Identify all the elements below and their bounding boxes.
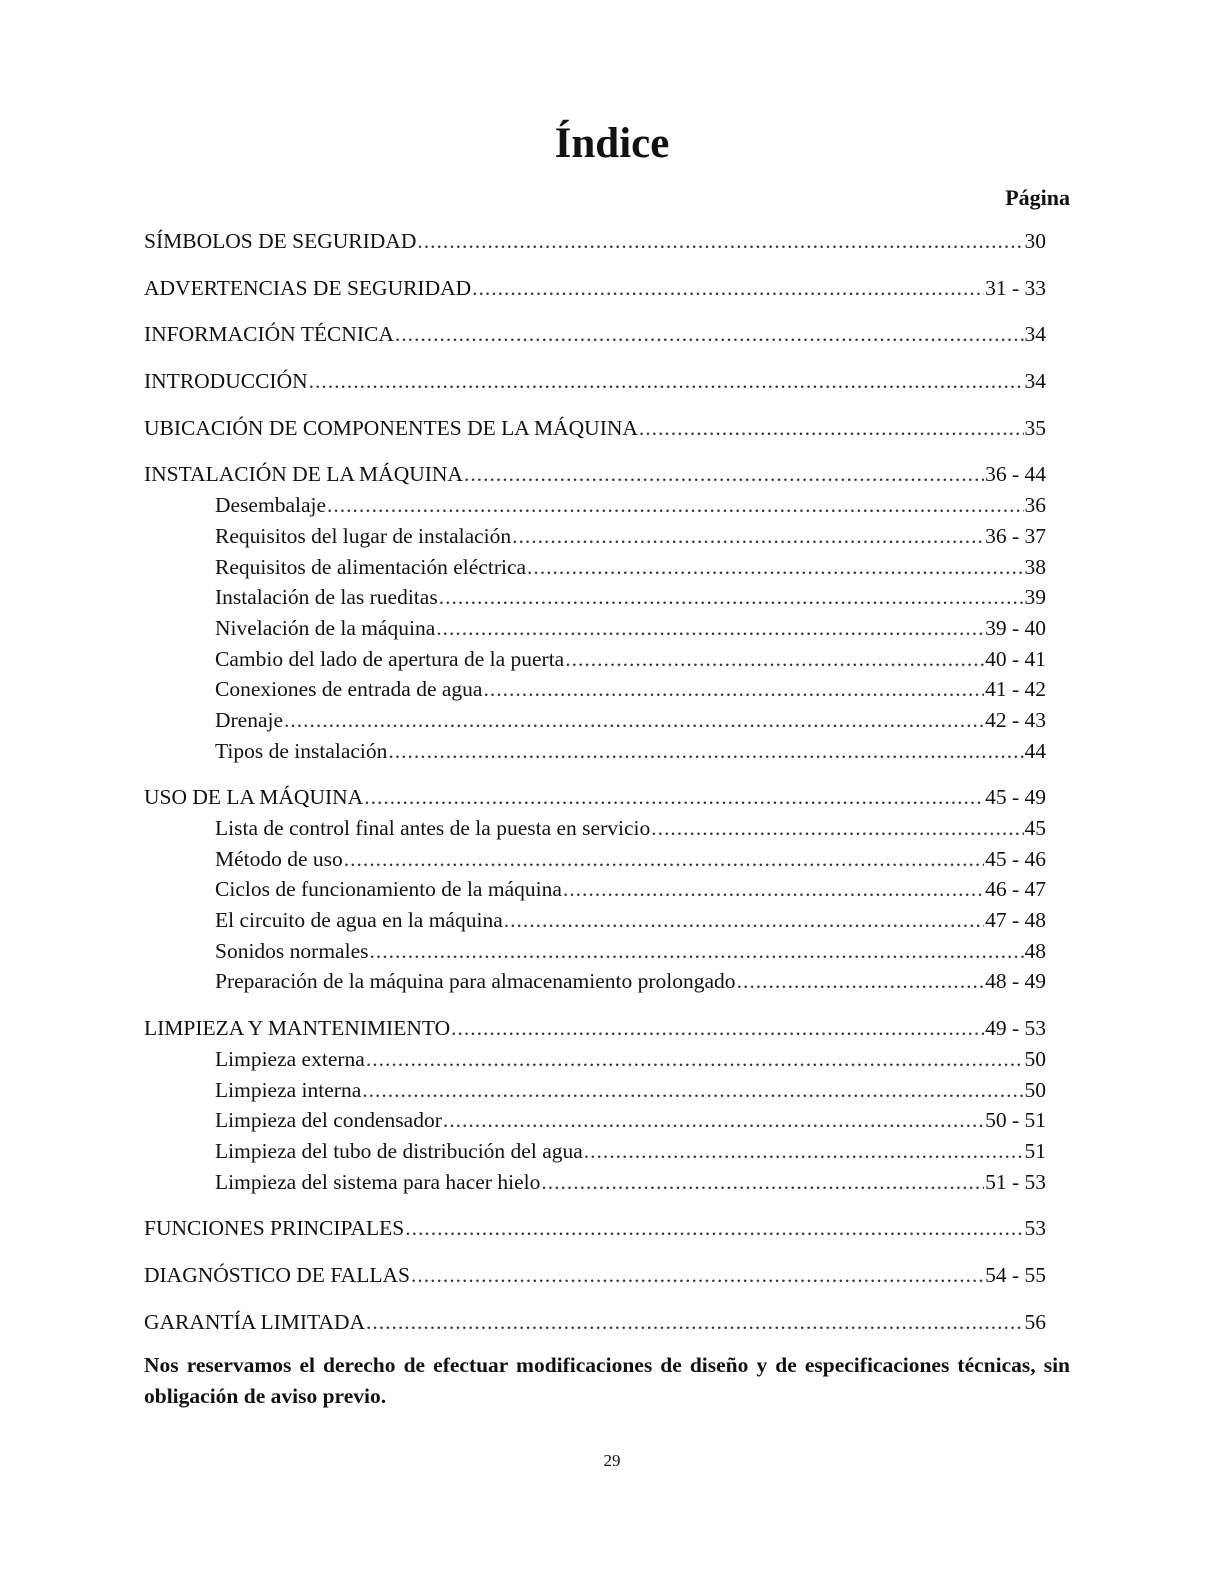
- toc-subentry: [144, 705, 1046, 736]
- toc-entry-page: 35: [1024, 415, 1046, 440]
- dot-leader: [512, 521, 984, 552]
- toc-entry-page: 45 - 49: [985, 785, 1046, 810]
- toc-subentry: [144, 874, 1046, 905]
- toc-subentry-label: Limpieza del tubo de distribución del agua: [215, 1138, 583, 1163]
- toc-subentry-label: Instalación de las rueditas: [215, 585, 438, 610]
- dot-leader: [464, 459, 984, 490]
- toc-entry-page: 34: [1024, 369, 1046, 394]
- toc-subentry: [144, 1105, 1046, 1136]
- page-column-label: Página: [1005, 185, 1070, 210]
- toc-subentry: [144, 1136, 1046, 1167]
- toc-subentry-label: Nivelación de la máquina: [215, 615, 436, 640]
- toc-subentry-page: 38: [1024, 554, 1046, 579]
- dot-leader: [436, 613, 984, 644]
- toc-subentry-page: 39: [1024, 585, 1046, 610]
- toc-subentry-page: 40 - 41: [985, 646, 1046, 671]
- toc-subentry-page: 50 - 51: [985, 1108, 1046, 1133]
- dot-leader: [344, 844, 984, 875]
- dot-leader: [563, 874, 984, 905]
- dot-leader: [483, 674, 984, 705]
- toc-subentry-page: 50: [1024, 1077, 1046, 1102]
- toc-subentry-page: 44: [1024, 738, 1046, 763]
- toc-subentry-label: Sonidos normales: [215, 938, 369, 963]
- toc-entry: [144, 1307, 1046, 1338]
- toc-subentry-page: 41 - 42: [985, 677, 1046, 702]
- dot-leader: [565, 644, 984, 675]
- toc-entry-page: 56: [1024, 1309, 1046, 1334]
- toc-subentry-page: 48 - 49: [985, 969, 1046, 994]
- toc-entry: [144, 1013, 1046, 1044]
- dot-leader: [309, 366, 1024, 397]
- toc-section: [144, 226, 1046, 257]
- disclaimer-note: Nos reservamos el derecho de efectuar modificaciones de diseño y de especificaciones técnicas, sin obligación de aviso previo.: [144, 1353, 1070, 1408]
- toc-section: [144, 1260, 1046, 1291]
- toc-subentry-label: Cambio del lado de apertura de la puerta: [215, 646, 565, 671]
- toc-entry: [144, 413, 1046, 444]
- toc-entry: [144, 1213, 1046, 1244]
- toc-subentry-label: Ciclos de funcionamiento de la máquina: [215, 877, 562, 902]
- toc-section: [144, 273, 1046, 304]
- toc-entry-label: INTRODUCCIÓN: [144, 369, 308, 394]
- toc-subentry-label: Limpieza interna: [215, 1077, 362, 1102]
- toc-subentry-page: 45 - 46: [985, 846, 1046, 871]
- dot-leader: [439, 582, 1024, 613]
- toc-subentry-page: 51: [1024, 1138, 1046, 1163]
- toc-entry-label: ADVERTENCIAS DE SEGURIDAD: [144, 275, 472, 300]
- dot-leader: [651, 813, 1023, 844]
- dot-leader: [584, 1136, 1024, 1167]
- dot-leader: [366, 1044, 1024, 1075]
- toc-entry-label: UBICACIÓN DE COMPONENTES DE LA MÁQUINA: [144, 415, 638, 440]
- toc-subentry: [144, 736, 1046, 767]
- toc-subentry-label: Tipos de instalación: [215, 738, 388, 763]
- toc-entry-page: 31 - 33: [985, 275, 1046, 300]
- toc-subentry: [144, 905, 1046, 936]
- toc-subentry: [144, 844, 1046, 875]
- toc-subentry-label: Limpieza externa: [215, 1046, 365, 1071]
- toc-entry-page: 30: [1024, 229, 1046, 253]
- toc-entry-label: DIAGNÓSTICO DE FALLAS: [144, 1262, 410, 1287]
- toc-section: [144, 459, 1046, 766]
- toc-entry-page: 36 - 44: [985, 462, 1046, 487]
- toc-entry-label: INFORMACIÓN TÉCNICA: [144, 322, 394, 347]
- toc-subentry: [144, 552, 1046, 583]
- toc-subentry-page: 51 - 53: [985, 1169, 1046, 1194]
- dot-leader: [737, 966, 985, 997]
- toc-subentry: [144, 966, 1046, 997]
- toc-subentry-page: 47 - 48: [985, 908, 1046, 933]
- dot-leader: [405, 1213, 1023, 1244]
- toc-entry: [144, 273, 1046, 304]
- toc-subentry-label: Lista de control final antes de la puesta en servicio: [215, 816, 651, 840]
- toc-entry-page: 54 - 55: [985, 1262, 1046, 1287]
- toc-subentry: [144, 1044, 1046, 1075]
- toc-entry-page: 49 - 53: [985, 1016, 1046, 1041]
- toc-subentry: [144, 490, 1046, 521]
- toc-subentry-label: Limpieza del condensador: [215, 1108, 442, 1133]
- dot-leader: [366, 1307, 1023, 1338]
- dot-leader: [504, 905, 984, 936]
- table-of-contents: [144, 226, 1046, 1353]
- toc-subentry-label: Requisitos del lugar de instalación: [215, 523, 512, 548]
- toc-subentry-label: Método de uso: [215, 846, 343, 871]
- toc-subentry-page: 36 - 37: [985, 523, 1046, 548]
- toc-subentry: [144, 582, 1046, 613]
- toc-section: [144, 319, 1046, 350]
- toc-subentry-label: Desembalaje: [215, 493, 327, 518]
- toc-subentry-label: Preparación de la máquina para almacenamiento prolongado: [215, 969, 736, 994]
- dot-leader: [411, 1260, 984, 1291]
- toc-entry-label: SÍMBOLOS DE SEGURIDAD: [144, 229, 417, 253]
- toc-entry-label: USO DE LA MÁQUINA: [144, 785, 364, 810]
- toc-subentry-page: 48: [1024, 938, 1046, 963]
- dot-leader: [395, 319, 1024, 350]
- toc-entry: [144, 782, 1046, 813]
- toc-section: [144, 1307, 1046, 1338]
- dot-leader: [284, 705, 984, 736]
- toc-subentry-page: 45: [1024, 816, 1046, 840]
- toc-subentry: [144, 521, 1046, 552]
- toc-subentry: [144, 813, 1046, 844]
- toc-entry: [144, 459, 1046, 490]
- dot-leader: [527, 552, 1023, 583]
- toc-entry: [144, 366, 1046, 397]
- toc-subentry: [144, 1075, 1046, 1106]
- toc-subentry: [144, 613, 1046, 644]
- toc-section: [144, 1213, 1046, 1244]
- toc-subentry: [144, 936, 1046, 967]
- toc-entry-label: INSTALACIÓN DE LA MÁQUINA: [144, 462, 463, 487]
- toc-subentry: [144, 674, 1046, 705]
- dot-leader: [472, 273, 984, 304]
- page-number: 29: [603, 1451, 621, 1470]
- dot-leader: [451, 1013, 984, 1044]
- toc-subentry-label: El circuito de agua en la máquina: [215, 908, 503, 933]
- dot-leader: [541, 1167, 984, 1198]
- dot-leader: [362, 1075, 1023, 1106]
- toc-entry: [144, 1260, 1046, 1291]
- toc-section: [144, 413, 1046, 444]
- toc-subentry-page: 39 - 40: [985, 615, 1046, 640]
- toc-section: [144, 1013, 1046, 1197]
- toc-entry-page: 34: [1024, 322, 1046, 347]
- toc-subentry: [144, 1167, 1046, 1198]
- dot-leader: [443, 1105, 984, 1136]
- toc-entry: [144, 226, 1046, 257]
- toc-subentry-label: Drenaje: [215, 707, 284, 732]
- toc-subentry-page: 50: [1024, 1046, 1046, 1071]
- dot-leader: [364, 782, 984, 813]
- toc-entry-page: 53: [1024, 1216, 1046, 1241]
- dot-leader: [388, 736, 1023, 767]
- dot-leader: [369, 936, 1023, 967]
- toc-subentry-page: 46 - 47: [985, 877, 1046, 902]
- toc-section: [144, 366, 1046, 397]
- toc-subentry-page: 36: [1024, 493, 1046, 518]
- page-title: Índice: [554, 120, 670, 167]
- toc-entry-label: LIMPIEZA Y MANTENIMIENTO: [144, 1016, 451, 1041]
- dot-leader: [639, 413, 1024, 444]
- toc-subentry-label: Requisitos de alimentación eléctrica: [215, 554, 527, 579]
- toc-entry-label: GARANTÍA LIMITADA: [144, 1309, 366, 1334]
- dot-leader: [417, 226, 1023, 257]
- toc-subentry: [144, 644, 1046, 675]
- toc-subentry-page: 42 - 43: [985, 707, 1046, 732]
- toc-subentry-label: Conexiones de entrada de agua: [215, 677, 483, 702]
- toc-entry: [144, 319, 1046, 350]
- toc-section: [144, 782, 1046, 997]
- toc-entry-label: FUNCIONES PRINCIPALES: [144, 1216, 405, 1241]
- dot-leader: [327, 490, 1023, 521]
- toc-subentry-label: Limpieza del sistema para hacer hielo: [215, 1169, 541, 1194]
